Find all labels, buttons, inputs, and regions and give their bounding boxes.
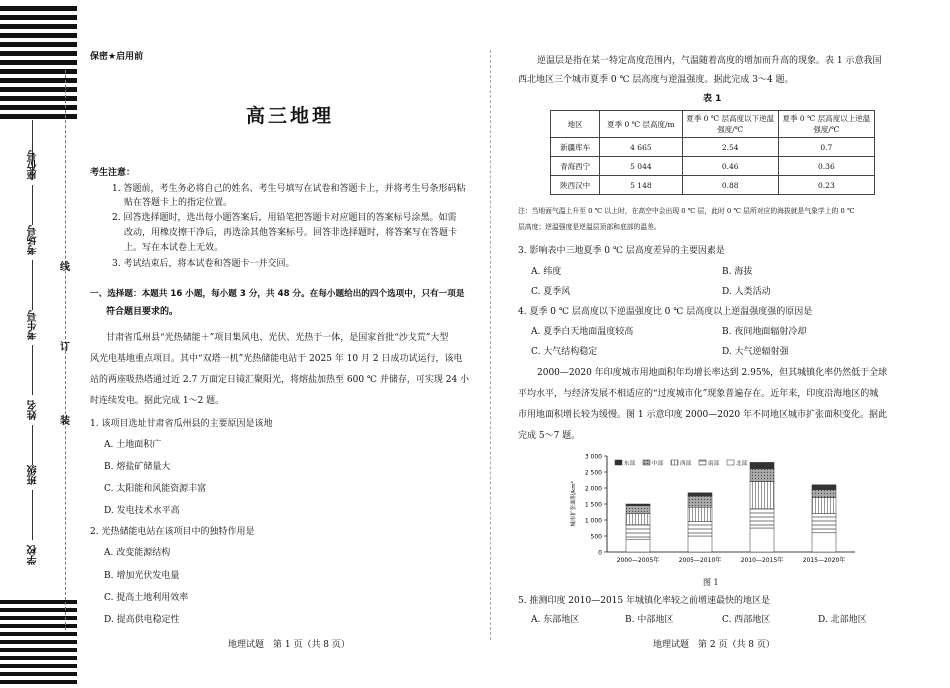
binding-stripe <box>0 15 77 20</box>
q5-option[interactable]: B. 中部地区 <box>625 615 674 625</box>
intro-line: 逆温层是指在某一特定高度范围内，气温随着高度的增加而升高的现象。表 1 示意我国 <box>537 56 882 66</box>
q1-option[interactable]: C. 太阳能和风能资源丰富 <box>104 484 207 494</box>
bar-segment-南部 <box>626 525 650 539</box>
binding-stripe <box>0 664 77 668</box>
name-label: 姓名 <box>28 400 39 420</box>
passage-line: 甘肃省瓜州县“光热储能＋”项目集风电、光伏、光热于一体，是国家首批“沙戈荒”大型 <box>106 333 449 343</box>
x-tick-label: 2010—2015年 <box>740 557 784 564</box>
y-tick-label: 2 500 <box>584 469 602 477</box>
binding-stripe <box>0 648 77 652</box>
question-1: 1. 该项目选址甘肃省瓜州县的主要原因是该地 <box>90 419 273 429</box>
ding-mark: 订 <box>60 342 70 353</box>
y-tick-label: 1 500 <box>584 501 602 509</box>
q2-option[interactable]: A. 改变能源结构 <box>104 548 171 558</box>
notice-heading: 考生注意： <box>90 168 136 178</box>
stacked-bar-chart <box>565 447 865 577</box>
table-header-cell: 夏季 0 ℃ 层高度以下逆温强度/℃ <box>682 111 778 138</box>
notice-line: 1. 答题前，考生务必将自己的姓名、考生号填写在试卷和答题卡上，并将考生号条形码粘 <box>112 184 466 194</box>
room-blank <box>32 260 33 310</box>
legend-swatch <box>727 460 734 465</box>
bar-segment-东部 <box>688 493 712 496</box>
y-tick-label: 2 000 <box>584 485 602 493</box>
q4-option[interactable]: C. 大气结构稳定 <box>531 347 598 357</box>
binding-stripe <box>0 656 77 660</box>
binding-stripe <box>0 33 77 38</box>
question-3: 3. 影响表中三地夏季 0 ℃ 层高度差异的主要因素是 <box>518 246 725 256</box>
section-heading-cont: 符合题目要求的。 <box>106 307 179 317</box>
passage-line: 2000—2020 年印度城市用地面积年均增长率达到 2.95%，但其城镇化率仍然低于全球 <box>537 368 888 378</box>
zhuang-mark: 装 <box>60 416 70 427</box>
q4-option[interactable]: B. 夜间地面辐射冷却 <box>722 327 807 337</box>
q3-option[interactable]: A. 纬度 <box>531 267 562 277</box>
table-note: 层高度；逆温强度是逆温层顶部和底部的温差。 <box>518 223 661 231</box>
bar-segment-东部 <box>750 462 774 468</box>
passage-line: 站的两座吸热塔通过近 2.7 万面定日镜汇聚阳光，将熔盐加热至 600 ℃ 并储存，可实现 24 小 <box>90 375 470 385</box>
class-label: 班级 <box>28 465 39 485</box>
table-header-cell: 夏季 0 ℃ 层高度/m <box>600 111 682 138</box>
q2-option[interactable]: C. 提高土地利用效率 <box>104 593 189 603</box>
q3-option[interactable]: C. 夏季风 <box>531 287 571 297</box>
bar-segment-西部 <box>750 482 774 509</box>
binding-stripe <box>0 24 77 29</box>
table-cell: 青海西宁 <box>551 157 600 176</box>
table-header-cell: 夏季 0 ℃ 层高度以上逆温强度/℃ <box>778 111 874 138</box>
passage-line: 市用地面积增长较为缓慢。图 1 示意印度 2000—2020 年不同地区城市扩张面积变化。据此 <box>518 410 887 420</box>
page-divider <box>490 50 491 640</box>
exam-no-label: 考生号 <box>28 310 39 340</box>
class-blank <box>32 490 33 540</box>
bar-segment-北部 <box>812 533 836 552</box>
q1-option[interactable]: B. 熔盐矿储量大 <box>104 462 171 472</box>
passage-line: 风光电基地重点项目。其中“双塔一机”光热储能电站于 2025 年 10 月 2 日成功试运行，该电 <box>90 354 463 364</box>
binding-stripe <box>0 60 77 65</box>
data-table <box>550 110 875 195</box>
table-cell: 陕西汉中 <box>551 176 600 195</box>
name-blank <box>32 425 33 465</box>
bar-segment-东部 <box>626 504 650 506</box>
page-title: 高三地理 <box>246 105 335 127</box>
table-cell: 0.23 <box>778 176 874 195</box>
y-tick-label: 3 000 <box>584 453 602 461</box>
legend-label: 西部 <box>680 461 692 467</box>
notice-line: 改动，用橡皮擦干净后，再选涂其他答案标号。回答非选择题时，将答案写在答题卡 <box>124 228 458 238</box>
table-cell: 5 148 <box>600 176 682 195</box>
passage-line: 时连续发电。据此完成 1～2 题。 <box>90 396 225 406</box>
bar-segment-西部 <box>626 514 650 525</box>
passage-line: 完成 5～7 题。 <box>518 431 581 441</box>
notice-line: 贴在答题卡上的指定位置。 <box>124 198 233 208</box>
confidential-mark: 保密★启用前 <box>90 52 144 62</box>
bar-segment-北部 <box>626 539 650 552</box>
legend-swatch <box>615 460 622 465</box>
school-label: 学校 <box>28 545 39 565</box>
intro-line: 西北地区三个城市夏季 0 ℃ 层高度与逆温强度。据此完成 3～4 题。 <box>518 75 794 85</box>
table-title: 表 1 <box>703 94 722 104</box>
table-row <box>551 138 875 157</box>
question-5: 5. 推测印度 2010—2015 年城镇化率较之前增速最快的地区是 <box>518 596 770 606</box>
q4-option[interactable]: A. 夏季白天地面温度较高 <box>531 327 634 337</box>
figure-caption: 图 1 <box>703 578 719 587</box>
notice-line: 3. 考试结束后，将本试卷和答题卡一并交回。 <box>112 259 295 269</box>
table-note: 注：当地面气温上升至 0 ℃ 以上时，在高空中会出现 0 ℃ 层，此时 0 ℃ 层所对应的海拔就是气象学上的 0 ℃ <box>518 207 855 215</box>
page-footer-right: 地理试题 第 2 页（共 8 页） <box>653 640 775 650</box>
q4-option[interactable]: D. 大气逆辐射强 <box>722 347 789 357</box>
table-row <box>551 176 875 195</box>
bar-segment-北部 <box>750 528 774 552</box>
notice-line: 2. 回答选择题时，选出每小题答案后，用铅笔把答题卡对应题目的答案标号涂黑。如需 <box>112 213 457 223</box>
table-row <box>551 157 875 176</box>
q3-option[interactable]: D. 人类活动 <box>722 287 771 297</box>
legend-label: 东部 <box>624 461 636 467</box>
table-cell: 新疆库车 <box>551 138 600 157</box>
binding-stripe <box>0 51 77 56</box>
legend-swatch <box>699 460 706 465</box>
q3-option[interactable]: B. 海拔 <box>722 267 753 277</box>
x-tick-label: 2015—2020年 <box>802 557 846 564</box>
bar-segment-中部 <box>750 469 774 482</box>
table-cell: 5 044 <box>600 157 682 176</box>
q2-option[interactable]: D. 提高供电稳定性 <box>104 615 180 625</box>
binding-stripe <box>0 640 77 644</box>
q1-option[interactable]: D. 发电技术水平高 <box>104 506 180 516</box>
table-cell: 0.46 <box>682 157 778 176</box>
x-tick-label: 2000—2005年 <box>616 557 660 564</box>
q5-option[interactable]: C. 西部地区 <box>722 615 771 625</box>
q5-option[interactable]: A. 东部地区 <box>531 615 580 625</box>
binding-stripe <box>0 680 77 684</box>
bar-segment-南部 <box>688 522 712 536</box>
table-header-cell: 地区 <box>551 111 600 138</box>
legend-label: 中部 <box>652 461 664 467</box>
binding-stripe <box>0 672 77 676</box>
table-cell: 0.88 <box>682 176 778 195</box>
bar-segment-中部 <box>812 490 836 498</box>
seat-label: 座位号 <box>28 150 39 180</box>
page-footer-left: 地理试题 第 1 页（共 8 页） <box>228 640 350 650</box>
bar-segment-中部 <box>626 506 650 514</box>
q2-option[interactable]: B. 增加光伏发电量 <box>104 571 180 581</box>
table-cell: 4 665 <box>600 138 682 157</box>
bar-segment-西部 <box>688 507 712 521</box>
binding-stripe <box>0 632 77 636</box>
table-cell: 0.36 <box>778 157 874 176</box>
notice-line: 上。写在本试卷上无效。 <box>124 243 224 253</box>
bar-segment-西部 <box>812 498 836 514</box>
question-4: 4. 夏季 0 ℃ 层高度以下逆温强度比 0 ℃ 层高度以上逆温强度强的原因是 <box>518 307 813 317</box>
legend-swatch <box>643 460 650 465</box>
bar-segment-南部 <box>750 509 774 528</box>
legend-label: 南部 <box>708 461 720 467</box>
legend-swatch <box>671 460 678 465</box>
y-tick-label: 1 000 <box>584 517 602 525</box>
seat-blank <box>32 185 33 225</box>
q5-option[interactable]: D. 北部地区 <box>818 615 867 625</box>
y-axis-label: 城市扩张面积/km² <box>571 481 577 527</box>
table-cell: 0.7 <box>778 138 874 157</box>
legend-label: 北部 <box>736 461 748 467</box>
table-header-row <box>551 111 875 138</box>
room-label: 考场号 <box>28 225 39 255</box>
x-tick-label: 2005—2010年 <box>678 557 722 564</box>
q1-option[interactable]: A. 土地面积广 <box>104 440 162 450</box>
binding-stripe <box>0 42 77 47</box>
exam-blank <box>32 345 33 395</box>
bar-segment-南部 <box>812 514 836 533</box>
y-tick-label: 0 <box>598 549 602 557</box>
y-tick-label: 500 <box>590 533 602 541</box>
bar-segment-北部 <box>688 536 712 552</box>
binding-stripe <box>0 6 77 11</box>
section-heading: 一、选择题：本题共 16 小题，每小题 3 分，共 48 分。在每小题给出的四个选项中，只有一项是 <box>90 289 465 299</box>
passage-line: 平均水平，与经济发展不相适应的“过度城市化”现象普遍存在。近年来，印度沿海地区的城 <box>518 389 879 399</box>
question-2: 2. 光热储能电站在该项目中的独特作用是 <box>90 527 255 537</box>
table-cell: 2.54 <box>682 138 778 157</box>
bar-segment-东部 <box>812 485 836 490</box>
line-mark: 线 <box>60 262 70 273</box>
bar-segment-中部 <box>688 496 712 507</box>
